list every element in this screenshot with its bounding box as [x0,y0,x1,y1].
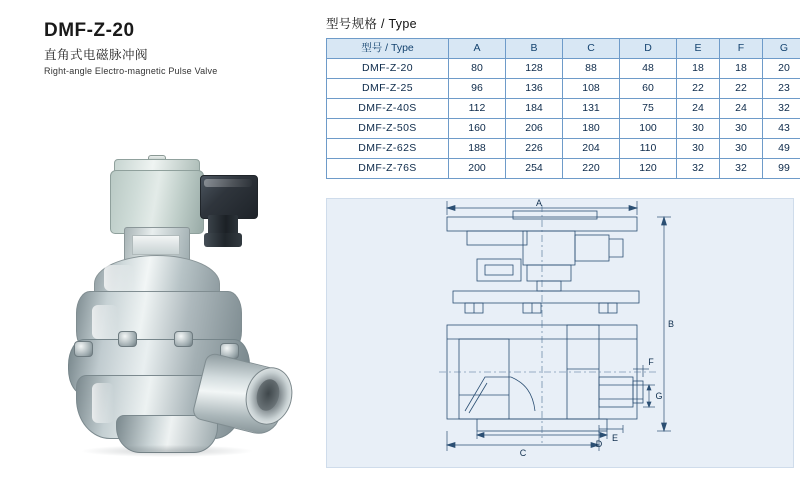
table-col-header: F [720,39,763,59]
table-col-header: C [563,39,620,59]
cell-d: 48 [620,59,677,79]
table-col-header: D [620,39,677,59]
cell-g: 99 [763,159,800,179]
flange-bolt [74,341,93,357]
valve-stem-label [132,235,180,255]
cell-c: 108 [563,79,620,99]
connector-highlight [204,179,252,187]
cell-d: 60 [620,79,677,99]
cell-model: DMF-Z-40S [327,99,449,119]
cell-c: 88 [563,59,620,79]
cell-a: 80 [449,59,506,79]
cell-model: DMF-Z-62S [327,139,449,159]
cell-f: 30 [720,119,763,139]
drop-shadow [82,445,252,457]
cell-g: 32 [763,99,800,119]
cell-c: 220 [563,159,620,179]
table-row [327,79,800,99]
product-name-english: Right-angle Electro-magnetic Pulse Valve [44,66,218,76]
table-row [327,119,800,139]
cell-e: 22 [677,79,720,99]
page-title: DMF-Z-20 [44,20,135,41]
cell-c: 204 [563,139,620,159]
cell-d: 100 [620,119,677,139]
product-left-column [0,0,318,479]
cell-g: 43 [763,119,800,139]
cell-g: 23 [763,79,800,99]
dim-label-b: B [667,319,675,329]
cell-f: 18 [720,59,763,79]
cell-model: DMF-Z-20 [327,59,449,79]
cell-g: 20 [763,59,800,79]
highlight [104,265,134,291]
cell-e: 18 [677,59,720,79]
cell-f: 30 [720,139,763,159]
cell-d: 75 [620,99,677,119]
table-col-header: B [506,39,563,59]
dim-label-f: F [648,357,654,367]
dim-label-d: D [595,439,603,449]
cell-e: 30 [677,139,720,159]
cell-c: 131 [563,99,620,119]
cell-c: 180 [563,119,620,139]
spec-table-heading: 型号规格 / Type [326,17,417,31]
cell-model: DMF-Z-76S [327,159,449,179]
cell-b: 226 [506,139,563,159]
dimension-drawing [327,199,793,465]
spec-right-column [318,0,800,479]
title-block [44,20,304,76]
cell-model: DMF-Z-50S [327,119,449,139]
cell-b: 254 [506,159,563,179]
cell-d: 120 [620,159,677,179]
cell-g: 49 [763,139,800,159]
cell-f: 24 [720,99,763,119]
spec-table [326,38,800,179]
cell-f: 32 [720,159,763,179]
table-col-header: E [677,39,720,59]
cell-e: 24 [677,99,720,119]
connector-cap [204,233,242,247]
table-row [327,159,800,179]
cell-a: 188 [449,139,506,159]
highlight [92,305,118,339]
technical-drawing-panel [326,198,794,468]
dim-label-g: G [655,391,663,401]
flange-bolt [118,331,137,347]
cell-model: DMF-Z-25 [327,79,449,99]
table-row [327,139,800,159]
table-col-header: A [449,39,506,59]
product-photo [58,115,308,435]
table-col-header: 型号 / Type [327,39,449,59]
dim-label-a: A [535,199,543,208]
table-row [327,59,800,79]
cell-d: 110 [620,139,677,159]
cell-b: 136 [506,79,563,99]
cell-b: 184 [506,99,563,119]
cell-a: 112 [449,99,506,119]
cell-b: 206 [506,119,563,139]
flange-bolt [174,331,193,347]
dim-label-c: C [519,448,527,458]
cell-e: 32 [677,159,720,179]
table-row [327,99,800,119]
cell-b: 128 [506,59,563,79]
highlight [92,383,114,423]
table-header-row [327,39,800,59]
cell-f: 22 [720,79,763,99]
table-col-header: G [763,39,800,59]
cell-a: 96 [449,79,506,99]
cell-a: 200 [449,159,506,179]
cell-e: 30 [677,119,720,139]
product-name-chinese: 直角式电磁脉冲阀 [44,48,149,62]
solenoid-coil [110,170,204,234]
dim-label-e: E [611,433,619,443]
cell-a: 160 [449,119,506,139]
